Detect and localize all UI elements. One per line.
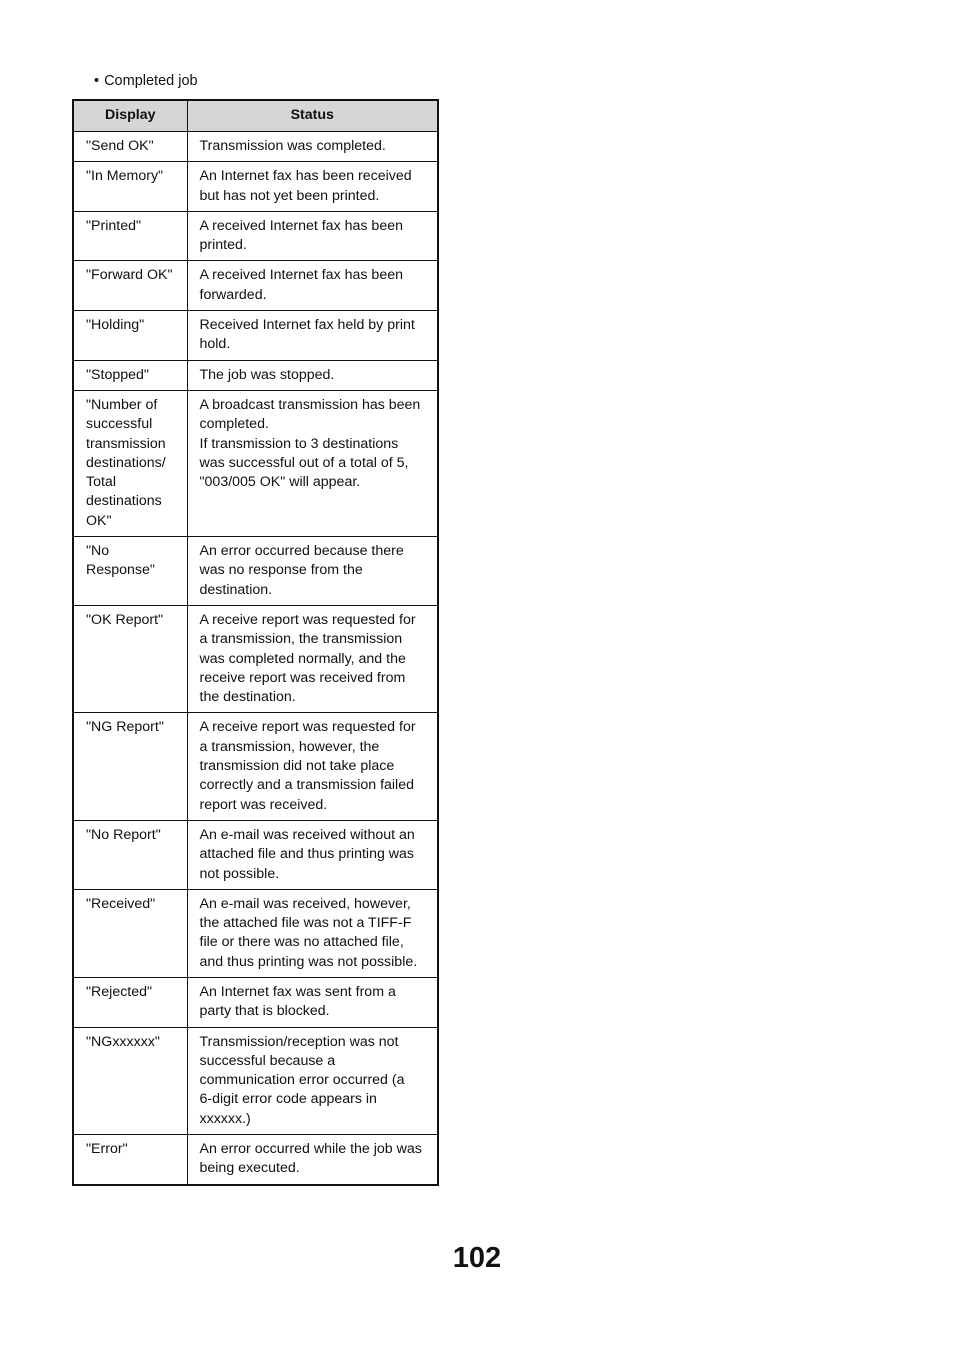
status-cell-line: 6-digit error code appears in	[199, 1091, 377, 1108]
display-cell-line: destinations/	[86, 454, 166, 471]
table-row	[73, 977, 438, 1027]
display-cell	[73, 889, 187, 977]
display-cell	[73, 820, 187, 889]
status-cell-line: a transmission, the transmission	[199, 631, 403, 648]
status-cell	[187, 261, 438, 311]
status-cell	[187, 605, 438, 712]
display-cell-line: "Rejected"	[86, 983, 153, 1000]
status-cell-line: An error occurred while the job was	[199, 1141, 422, 1158]
table-row	[73, 713, 438, 820]
status-cell-line: forwarded.	[199, 286, 267, 303]
table-row	[73, 360, 438, 390]
display-cell-line: Response"	[86, 562, 155, 579]
status-cell-line: A receive report was requested for	[199, 611, 416, 628]
table-row	[73, 261, 438, 311]
status-cell-line: transmission did not take place	[199, 758, 395, 775]
table-row	[73, 820, 438, 889]
bullet-icon: •	[94, 73, 100, 89]
status-cell-line: An e-mail was received without an	[199, 826, 415, 843]
table-row	[73, 1135, 438, 1185]
status-cell-line: not possible.	[199, 865, 280, 882]
table-row	[73, 311, 438, 361]
status-cell-line: a transmission, however, the	[199, 738, 380, 755]
status-cell-line: hold.	[199, 336, 231, 353]
status-cell-line: destination.	[199, 581, 273, 598]
status-cell-line: A receive report was requested for	[199, 719, 416, 736]
display-cell-line: Total	[86, 474, 116, 491]
table-header-row	[73, 100, 438, 132]
display-cell	[73, 162, 187, 212]
display-cell-line: "Received"	[86, 895, 156, 912]
display-cell-line: "In Memory"	[86, 168, 164, 185]
status-cell-line: An e-mail was received, however,	[199, 895, 411, 912]
page-number: 102	[452, 1242, 502, 1274]
status-cell	[187, 132, 438, 162]
status-cell	[187, 311, 438, 361]
status-cell	[187, 390, 438, 536]
status-cell	[187, 537, 438, 606]
table-row	[73, 889, 438, 977]
display-cell	[73, 1135, 187, 1185]
status-cell-line: printed.	[199, 237, 247, 254]
status-cell	[187, 1135, 438, 1185]
status-cell-line: xxxxxx.)	[199, 1110, 251, 1127]
section-heading-text: Completed job	[104, 73, 198, 89]
status-cell-line: successful because a	[199, 1052, 336, 1069]
status-cell-line: correctly and a transmission failed	[199, 777, 414, 794]
status-cell-line: An Internet fax was sent from a	[199, 983, 396, 1000]
display-cell-line: "Send OK"	[86, 138, 154, 154]
status-cell	[187, 211, 438, 261]
status-cell-line: the attached file was not a TIFF-F	[199, 915, 412, 932]
table-row	[73, 132, 438, 162]
column-header-status: Status	[187, 100, 438, 132]
status-cell-line: The job was stopped.	[199, 366, 335, 383]
display-cell	[73, 261, 187, 311]
status-cell-line: and thus printing was not possible.	[199, 953, 418, 970]
status-cell	[187, 360, 438, 390]
column-header-display: Display	[73, 100, 187, 132]
table-row	[73, 390, 438, 536]
display-cell-line: "NGxxxxxx"	[86, 1033, 160, 1050]
status-cell-line: Transmission/reception was not	[199, 1033, 399, 1050]
status-cell-line: report was received.	[199, 796, 328, 813]
display-cell-line: "No Report"	[86, 826, 161, 843]
status-cell-line: but has not yet been printed.	[199, 187, 380, 204]
status-cell-line: was completed normally, and the	[199, 650, 406, 667]
status-cell	[187, 977, 438, 1027]
display-cell-line: "Error"	[86, 1141, 128, 1158]
display-cell-line: transmission	[86, 435, 166, 452]
display-cell	[73, 1027, 187, 1134]
status-cell-line: communication error occurred (a	[199, 1072, 405, 1089]
display-cell-line: destinations	[86, 493, 162, 510]
display-cell-line: "Number of	[86, 396, 158, 413]
display-cell	[73, 360, 187, 390]
display-cell	[73, 311, 187, 361]
status-cell-line: A received Internet fax has been	[199, 217, 403, 234]
status-cell-line: completed.	[199, 416, 269, 433]
table-body	[73, 132, 438, 1185]
status-cell-line: attached file and thus printing was	[199, 846, 415, 863]
table-row	[73, 162, 438, 212]
table-row	[73, 1027, 438, 1134]
status-cell	[187, 713, 438, 820]
status-cell-line: An error occurred because there	[199, 543, 404, 560]
status-cell-line: An Internet fax has been received	[199, 168, 412, 185]
status-cell	[187, 1027, 438, 1134]
status-cell-line: receive report was received from	[199, 669, 406, 686]
status-cell	[187, 889, 438, 977]
table-row	[73, 211, 438, 261]
job-status-table	[72, 99, 439, 1186]
display-cell-line: "OK Report"	[86, 611, 164, 628]
table-row	[73, 537, 438, 606]
display-cell	[73, 132, 187, 162]
display-cell-line: "Printed"	[86, 217, 142, 234]
table-row	[73, 605, 438, 712]
status-cell-line: A received Internet fax has been	[199, 267, 403, 284]
status-cell-line: Transmission was completed.	[199, 138, 386, 154]
status-cell-line: being executed.	[199, 1160, 300, 1177]
status-cell	[187, 820, 438, 889]
status-cell-line: the destination.	[199, 689, 296, 706]
display-cell-line: "Forward OK"	[86, 267, 173, 284]
display-cell-line: OK"	[86, 512, 112, 529]
display-cell	[73, 211, 187, 261]
status-cell-line: file or there was no attached file,	[199, 934, 404, 951]
status-cell	[187, 162, 438, 212]
status-cell-line: A broadcast transmission has been	[199, 396, 421, 413]
status-cell-line: was successful out of a total of 5,	[199, 454, 409, 471]
display-cell	[73, 713, 187, 820]
status-cell-line: Received Internet fax held by print	[199, 317, 415, 334]
display-cell-line: "Holding"	[86, 317, 145, 334]
display-cell-line: successful	[86, 416, 153, 433]
display-cell-line: "No	[86, 543, 110, 560]
display-cell-line: "Stopped"	[86, 366, 149, 383]
status-cell-line: "003/005 OK" will appear.	[199, 474, 361, 491]
status-cell-line: party that is blocked.	[199, 1003, 330, 1020]
display-cell	[73, 537, 187, 606]
display-cell-line: "NG Report"	[86, 719, 164, 736]
section-heading	[94, 72, 198, 90]
status-cell-line: was no response from the	[199, 562, 363, 579]
display-cell	[73, 605, 187, 712]
display-cell	[73, 390, 187, 536]
display-cell	[73, 977, 187, 1027]
status-cell-line: If transmission to 3 destinations	[199, 435, 399, 452]
